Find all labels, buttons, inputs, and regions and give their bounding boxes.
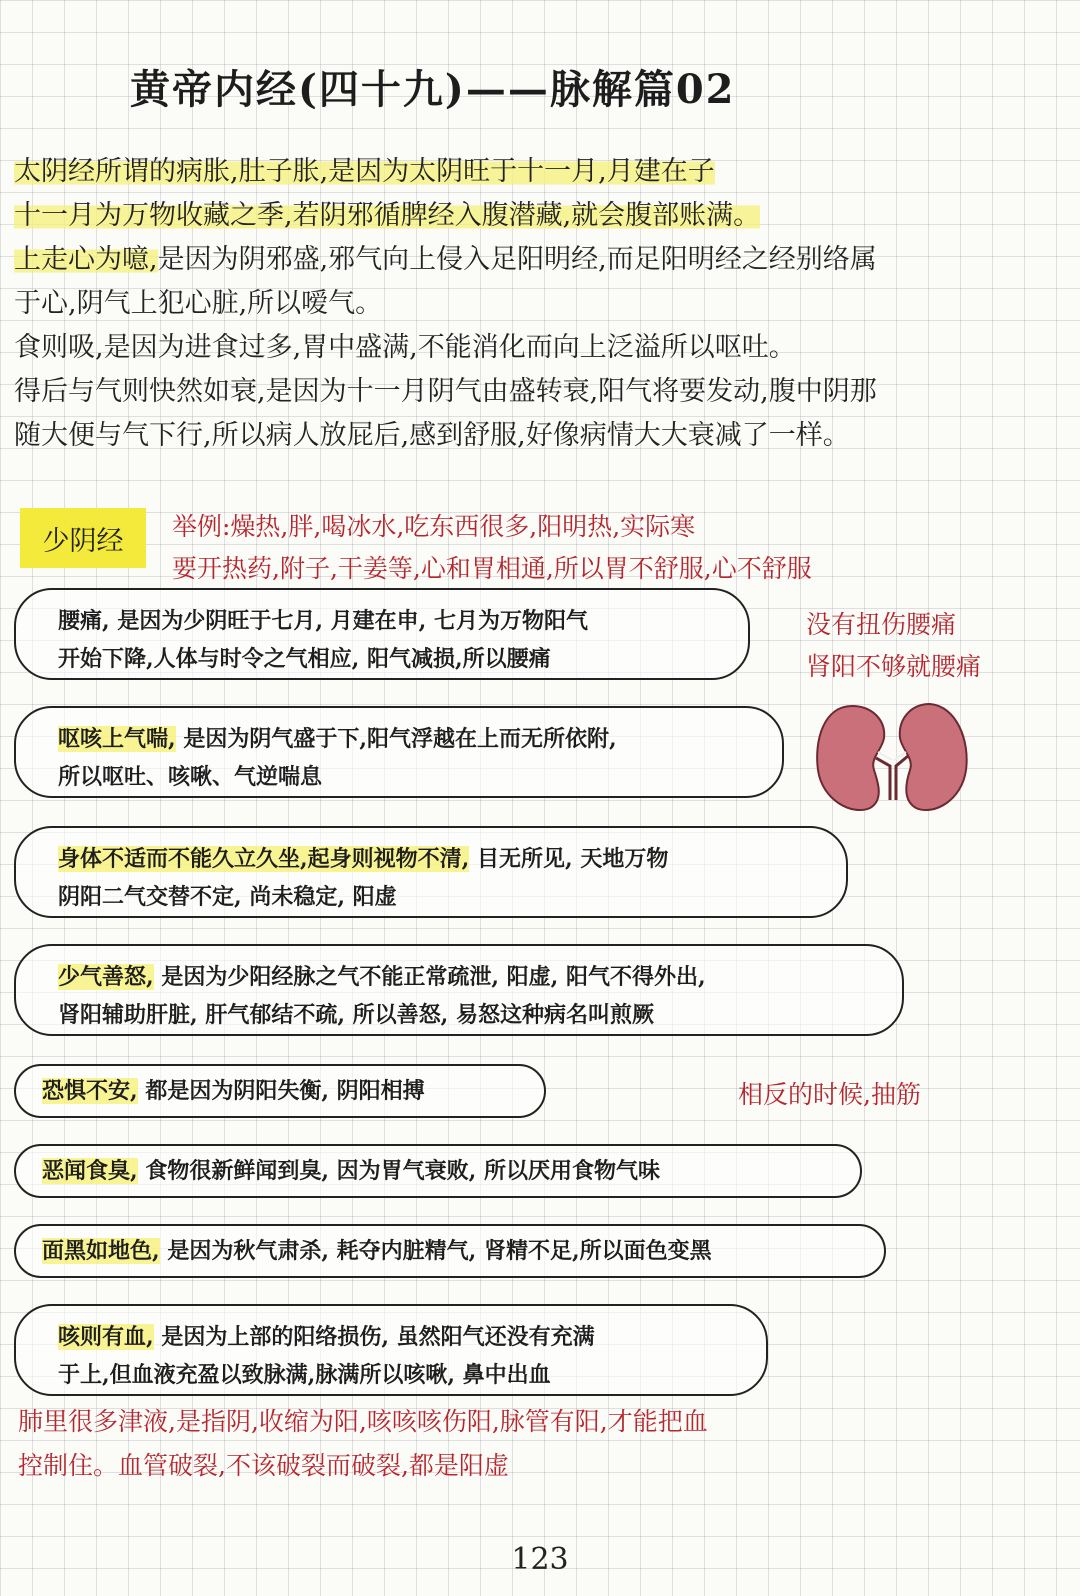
symptom-box-dizziness	[14, 826, 848, 918]
symptom-text: 目无所见, 天地万物	[477, 846, 669, 872]
symptom-key: 少气善怒,	[58, 964, 154, 990]
intro-line-1: 太阴经所谓的病胀,肚子胀,是因为太阴旺于十一月,月建在子	[14, 156, 715, 187]
kidney-note-line-2: 肾阳不够就腰痛	[806, 652, 982, 681]
intro-paragraph	[14, 150, 1064, 458]
symptom-text: 是因为少阴旺于七月, 月建在申, 七月为万物阳气	[117, 608, 588, 634]
symptom-text-2: 所以呕吐、咳啾、气逆喘息	[58, 764, 323, 790]
symptom-text: 都是因为阴阳失衡, 阴阳相搏	[145, 1078, 425, 1104]
symptom-box-low-back-pain	[14, 588, 750, 680]
symptom-box-food-smell	[14, 1144, 862, 1198]
shaoyin-example	[172, 506, 812, 590]
kidney-note	[806, 604, 981, 688]
intro-line-4: 于心,阴气上犯心脏,所以嗳气。	[14, 288, 383, 319]
symptom-key: 身体不适而不能久立久坐,起身则视物不清,	[58, 846, 470, 872]
footer-line-2: 控制住。血管破裂,不该破裂而破裂,都是阳虚	[18, 1451, 509, 1480]
page-title: 黄帝内经(四十九)——脉解篇02	[130, 66, 736, 113]
symptom-text-2: 肾阳辅助肝脏, 肝气郁结不疏, 所以善怒, 易怒这种病名叫煎厥	[58, 1002, 654, 1028]
intro-line-6: 得后与气则快然如衰,是因为十一月阴气由盛转衰,阳气将要发动,腹中阴那	[14, 376, 877, 407]
symptom-text: 是因为少阳经脉之气不能正常疏泄, 阳虚, 阳气不得外出,	[161, 964, 706, 990]
symptom-box-cough-blood	[14, 1304, 768, 1396]
fear-note: 相反的时候,抽筋	[738, 1080, 921, 1109]
symptom-key: 呕咳上气喘,	[58, 726, 176, 752]
symptom-text-2: 于上,但血液充盈以致脉满,脉满所以咳啾, 鼻中出血	[58, 1362, 551, 1388]
symptom-key: 咳则有血,	[58, 1324, 154, 1350]
symptom-key: 腰痛,	[58, 608, 110, 634]
symptom-text: 是因为阴气盛于下,阳气浮越在上而无所依附,	[183, 726, 617, 752]
symptom-text-2: 阴阳二气交替不定, 尚未稳定, 阳虚	[58, 884, 397, 910]
symptom-key: 面黑如地色,	[42, 1238, 160, 1264]
footer-line-1: 肺里很多津液,是指阴,收缩为阳,咳咳咳伤阳,脉管有阳,才能把血	[18, 1407, 708, 1436]
symptom-box-fear	[14, 1064, 546, 1118]
symptom-box-anger	[14, 944, 904, 1036]
kidney-note-line-1: 没有扭伤腰痛	[806, 610, 957, 639]
symptom-key: 恐惧不安,	[42, 1078, 138, 1104]
symptom-text: 食物很新鲜闻到臭, 因为胃气衰败, 所以厌用食物气味	[145, 1158, 660, 1184]
symptom-text: 是因为上部的阳络损伤, 虽然阳气还没有充满	[161, 1324, 595, 1350]
example-line-1: 举例:燥热,胖,喝冰水,吃东西很多,阳明热,实际寒	[172, 512, 696, 541]
intro-line-3-key: 上走心为噫,	[14, 244, 158, 275]
page-number: 123	[511, 1542, 569, 1577]
shaoyin-tag: 少阴经	[20, 508, 146, 568]
symptom-text: 是因为秋气肃杀, 耗夺内脏精气, 肾精不足,所以面色变黑	[167, 1238, 712, 1264]
symptom-text-2: 开始下降,人体与时令之气相应, 阳气减损,所以腰痛	[58, 646, 551, 672]
symptom-box-dark-face	[14, 1224, 886, 1278]
intro-line-7: 随大便与气下行,所以病人放屁后,感到舒服,好像病情大大衰减了一样。	[14, 420, 850, 451]
example-line-2: 要开热药,附子,干姜等,心和胃相通,所以胃不舒服,心不舒服	[172, 554, 812, 583]
symptom-box-cough-wheeze	[14, 706, 784, 798]
kidney-illustration	[812, 700, 972, 820]
intro-line-3-rest: 是因为阴邪盛,邪气向上侵入足阳明经,而足阳明经之经别络属	[157, 244, 877, 275]
footer-note	[18, 1400, 708, 1488]
symptom-key: 恶闻食臭,	[42, 1158, 138, 1184]
intro-line-2: 十一月为万物收藏之季,若阴邪循脾经入腹潜藏,就会腹部账满。	[14, 200, 761, 231]
intro-line-5: 食则吸,是因为进食过多,胃中盛满,不能消化而向上泛溢所以呕吐。	[14, 332, 796, 363]
